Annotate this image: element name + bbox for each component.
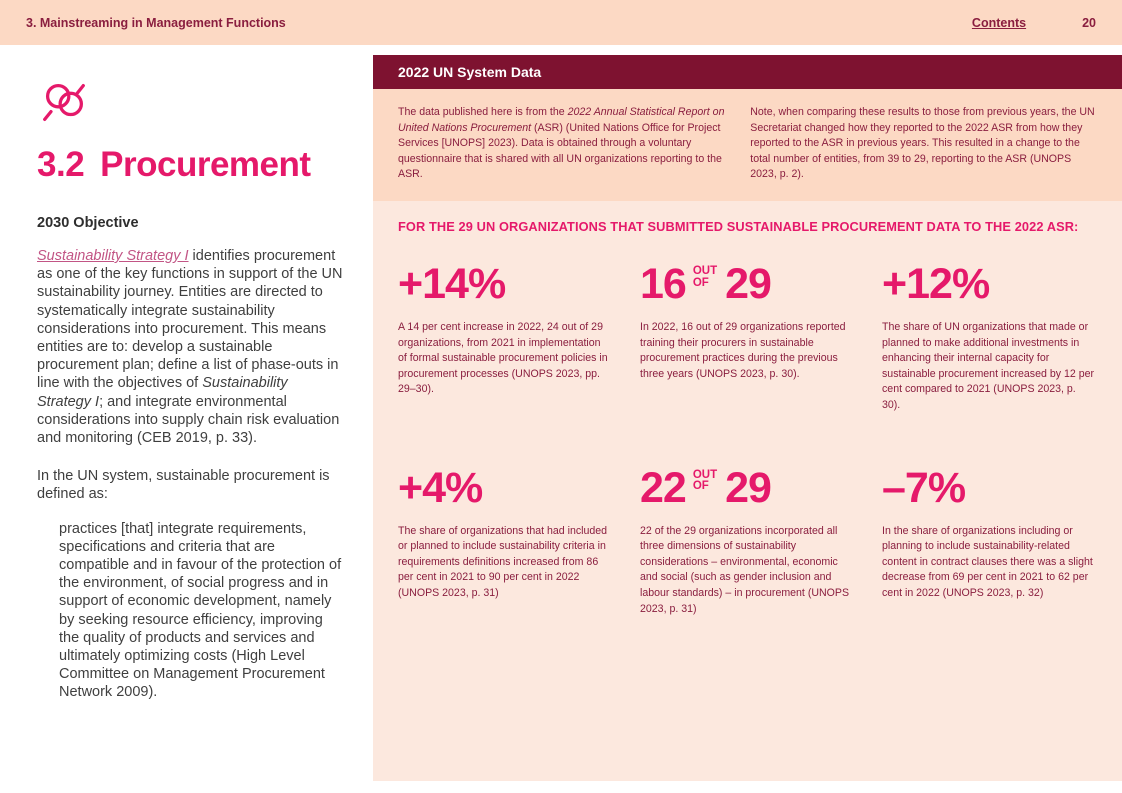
stat-value [640,262,860,306]
stat-value [640,463,860,512]
strategy-italic-ref: Sustainability Strategy I [37,375,288,410]
stat-value: +14% [398,260,506,308]
stat-investments-increase [882,262,1102,414]
left-column [0,45,373,793]
stats-grid [398,262,1102,617]
stat-criteria-increase [398,463,618,618]
stat-policies-increase [398,262,618,414]
stat-description: 22 of the 29 organizations incorporated all three dimensions of sustainability considerations – environmental, economic and social (such as gender inclusion and labour standards) – in procurement (UNOPS 2023, p. 31) [640,524,850,615]
source-note-right: Note, when comparing these results to those from previous years, the UN Secretariat changed how they reported to the 2022 ASR from how they reported to the ASR in previous years. This resulted in a change to the total number of entities, from 39 to 29, reporting to the ASR (UNOPS 2023, p. 2). [750,106,1095,181]
ratio-out-of-label [693,470,717,493]
of-label: OF [692,276,709,289]
page-body [0,45,1122,793]
ratio-denominator: 29 [725,260,771,308]
stat-description: The share of organizations that had included or planned to include sustainability criteria in requirements definitions increased from 86 per cent in 2021 to 90 per cent in 2022 (UNOPS 2023, p. 31) [398,524,608,599]
chapter-title: 3. Mainstreaming in Management Functions [26,15,286,30]
out-label: OUT [692,468,718,481]
stat-value: +4% [398,463,483,512]
out-label: OUT [692,265,718,277]
contents-link[interactable]: Contents [971,15,1027,30]
data-panel [373,45,1122,793]
stat-description: The share of UN organizations that made or planned to make additional investments in enhancing their internal capacity for sustainable procurement increased by 12 per cent compared to 2021 (UNOPS 2023, p. 30). [882,321,1094,411]
objective-text-end: ; and integrate environmental considerations into supply chain risk evaluation and monitoring (CEB 2019, p. 33). [37,393,340,447]
panel-inner [373,55,1122,781]
objective-heading: 2030 Objective [37,215,139,231]
stats-section [373,201,1122,781]
objective-text: identifies procurement as one of the key functions in support of the UN sustainability journey. Entities are directed to systematically integrate sustainability considerations into procurement. This means entities are to: develop a sustainable procurement plan; define a list of phase-outs in line with the objectives of [37,248,343,392]
note-left-text: The data published here is from the [398,106,568,118]
panel-band-title: 2022 UN System Data [398,64,542,80]
stat-contract-clauses-decrease [882,463,1102,618]
stat-dimensions-ratio [640,463,860,618]
note-left-text-end: (ASR) (United Nations Office for Project Services [UNOPS] 2023). Data is obtained through a voluntary questionnaire that is shared with all UN organizations reporting to the ASR. [398,121,722,181]
sustainability-strategy-link[interactable]: Sustainability Strategy I [37,248,189,264]
stat-description: In 2022, 16 out of 29 organizations reported training their procurers in sustainable procurement practices during the previous three years (UNOPS 2023, p. 30). [640,321,846,380]
ratio-denominator: 29 [725,463,771,512]
source-note-left [398,105,728,187]
definition-intro: In the UN system, sustainable procurement is defined as: [37,468,330,503]
section-number: 3.2 [37,145,85,184]
definition-quote: practices [that] integrate requirements, specifications and criteria that are compatible and in favour of the protection of the environment, of social progress and in support of economic development, namely by seeking resource efficiency, improving the quality of products and services and ultimately optimizing costs (High Level Committee on Management Procurement Network 2009). [59,520,342,701]
stat-description: In the share of organizations including or planning to include sustainability-related content in contract clauses there was a slight decrease from 69 per cent in 2021 to 62 per cent in 2022 (UNOPS 2023, p. 32) [882,524,1093,599]
page-number: 20 [1082,15,1096,30]
ratio-numerator: 22 [640,463,686,512]
header-right [972,16,1096,30]
stat-description: A 14 per cent increase in 2022, 24 out of 29 organizations, from 2021 in implementation of formal sustainable procurement policies in procurement processes (UNOPS 2023, pp. 29–30). [398,321,608,396]
objective-paragraph [37,247,345,447]
procurement-knot-icon [37,75,345,129]
section-name: Procurement [100,145,311,184]
asr-report-title: 2022 Annual Statistical Report on United Nations Procurement [398,106,725,134]
panel-source-note [373,89,1122,201]
section-title [37,145,345,185]
running-header [0,0,1122,45]
stat-training-ratio [640,262,860,414]
stat-value: –7% [882,463,966,512]
ratio-out-of-label [693,266,717,289]
panel-band [373,55,1122,89]
stats-heading: FOR THE 29 UN ORGANIZATIONS THAT SUBMITTED SUSTAINABLE PROCUREMENT DATA TO THE 2022 ASR: [398,219,1079,234]
of-label: OF [692,480,709,493]
stat-value: +12% [882,260,990,308]
ratio-numerator: 16 [640,260,686,308]
